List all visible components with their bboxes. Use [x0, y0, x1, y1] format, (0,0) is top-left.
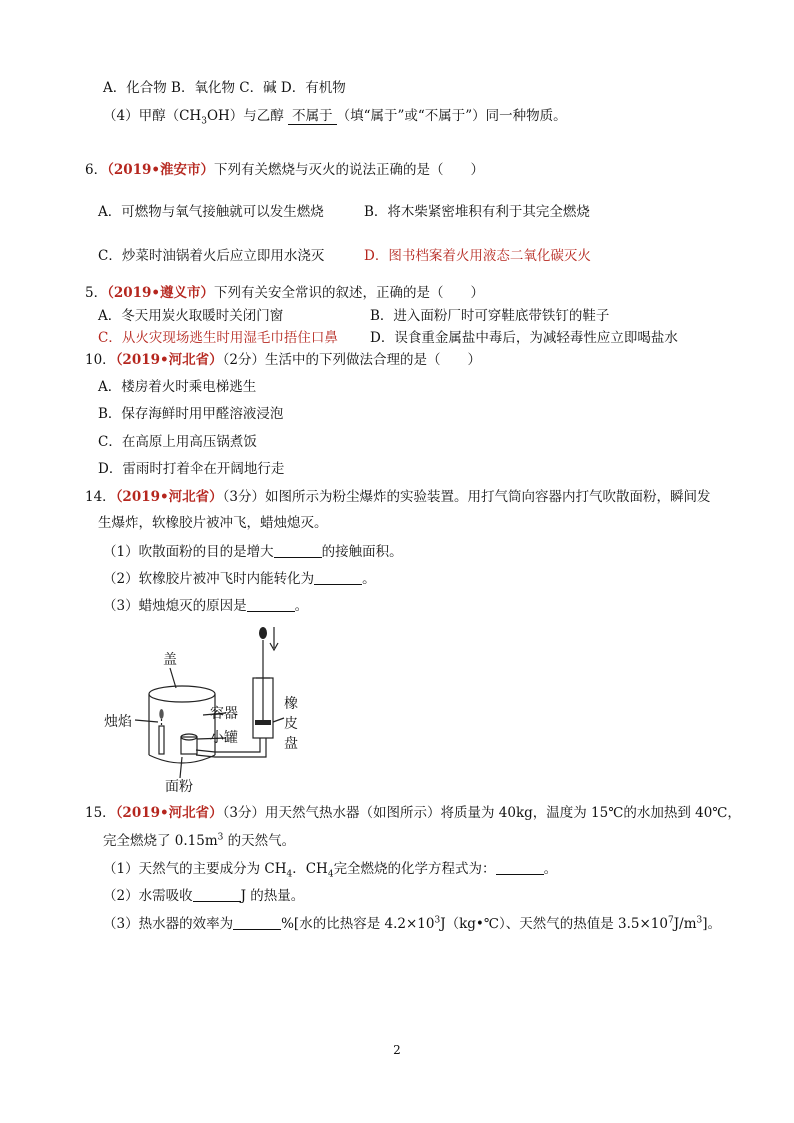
q15-source: （2019•河北省）	[115, 805, 223, 821]
fig-label-container: 容器	[210, 706, 238, 722]
q15-part-3: （3）热水器的效率为 %[水的比热容是 $4.2\times 10^3J(kg•℃)$、天然气的热值是 $3.5\times 10^7J/m^3$]。	[103, 915, 722, 932]
rubber-disc	[255, 720, 271, 725]
options-line: A．化合物 B．氧化物 C．碱 D．有机物	[103, 80, 346, 96]
q10-source: （2019•河北省）	[115, 352, 223, 368]
fig-label-rubber-1: 橡	[284, 696, 298, 712]
fig-label-flour: 面粉	[165, 779, 193, 795]
fig-label-can: 小罐	[210, 730, 238, 746]
q10-option-b: B．保存海鲜时用甲醛溶液浸泡	[98, 406, 284, 422]
container-lid	[149, 686, 215, 702]
q6-option-d: D．图书档案着火用液态二氧化碳灭火	[364, 248, 591, 264]
answer-blank[interactable]	[496, 860, 544, 875]
q6-option-c: C．炒菜时油锅着火后应立即用水浇灭	[98, 248, 325, 264]
q5-option-a: A．冬天用炭火取暖时关闭门窗	[98, 308, 284, 324]
q14-stem-cont: 生爆炸，软橡胶片被冲飞，蜡烛熄灭。	[98, 515, 328, 531]
fig-label-lid: 盖	[163, 652, 177, 668]
answer-underline: 不属于	[288, 109, 337, 125]
q5-option-d: D．误食重金属盐中毒后，为减轻毒性应立即喝盐水	[370, 330, 678, 346]
q14-source: （2019•河北省）	[115, 489, 223, 505]
flame-leader	[135, 720, 158, 722]
candle	[159, 726, 164, 754]
answer-blank[interactable]	[233, 915, 281, 930]
flour-leader	[180, 757, 182, 778]
q15-part-2: （2）水需吸收 J 的热量。	[103, 888, 305, 904]
fig-label-flame: 烛焰	[104, 714, 132, 730]
q6-source: （2019•淮安市）	[107, 162, 215, 178]
q14-part-3: （3）蜡烛熄灭的原因是 。	[103, 598, 309, 614]
fig-label-rubber-2: 皮	[284, 716, 298, 732]
q10-stem: 10．（2019•河北省）（2分）生活中的下列做法合理的是（ ）	[85, 352, 481, 368]
page-number: 2	[393, 1043, 401, 1057]
question-4: （4）甲醇$(CH_3OH)$与乙醇 不属于 （填“属于”或“不属于”）同一种物质。	[103, 108, 567, 127]
answer-blank[interactable]	[193, 887, 241, 902]
q14-part-2: （2）软橡胶片被冲飞时内能转化为 。	[103, 571, 376, 587]
q14-part-1: （1）吹散面粉的目的是增大 的接触面积。	[103, 544, 403, 560]
q5-source: （2019•遵义市）	[107, 285, 215, 301]
q10-option-c: C．在高原上用高压锅煮饭	[98, 434, 257, 450]
q10-option-d: D．雷雨时打着伞在开阔地行走	[98, 461, 285, 477]
q5-stem: 5．（2019•遵义市）下列有关安全常识的叙述，正确的是（ ）	[85, 285, 485, 301]
pump-handle-knob	[259, 627, 267, 639]
lid-leader	[170, 668, 176, 688]
q15-part-1: （1）天然气的主要成分为 $CH_4$．$CH_4$完全燃烧的化学方程式为： 。	[103, 861, 558, 880]
fig-label-rubber-3: 盘	[284, 736, 298, 752]
q5-option-c: C．从火灾现场逃生时用湿毛巾捂住口鼻	[98, 330, 338, 346]
q15-stem: 15．（2019•河北省）（3分）用天然气热水器（如图所示）将质量为 40kg，温度为 15℃的水加热到 40℃，	[85, 805, 741, 821]
q6-option-a: A．可燃物与氧气接触就可以发生燃烧	[98, 204, 324, 220]
q10-option-a: A．楼房着火时乘电梯逃生	[98, 379, 257, 395]
q5-option-b: B．进入面粉厂时可穿鞋底带铁钉的鞋子	[370, 308, 610, 324]
q6-option-b: B．将木柴紧密堆积有利于其完全燃烧	[364, 204, 590, 220]
q15-stem-cont: 完全燃烧了 $0.15m^3$ 的天然气。	[103, 832, 296, 849]
candle-flame	[159, 709, 163, 719]
q6-stem: 6．（2019•淮安市）下列有关燃烧与灭火的说法正确的是（ ）	[85, 162, 485, 178]
q14-stem: 14．（2019•河北省）（3分）如图所示为粉尘爆炸的实验装置。用打气筒向容器内打气吹散面粉，瞬间发	[85, 489, 711, 505]
